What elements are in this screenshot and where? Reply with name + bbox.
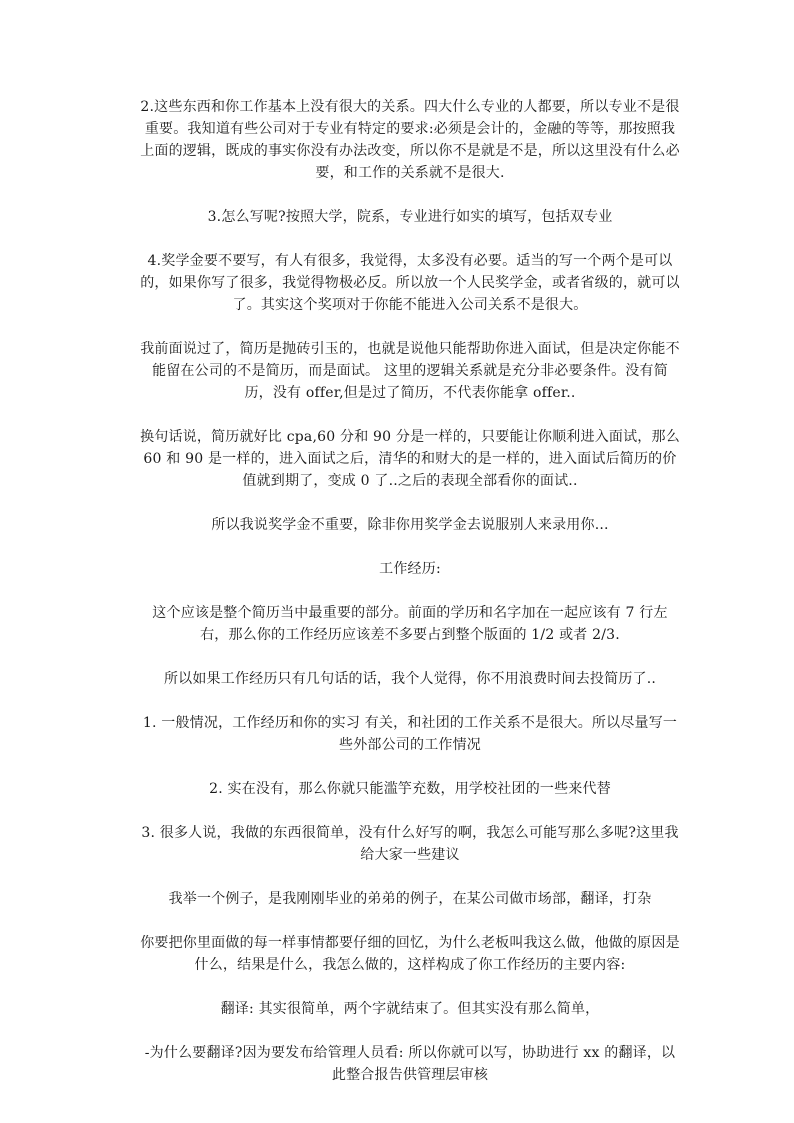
- paragraph-recall-details: 你要把你里面做的每一样事情都要仔细的回忆，为什么老板叫我这么做，他做的原因是什么，结果是什么，我怎么做的，这样构成了你工作经历的主要内容:: [140, 935, 680, 973]
- section-heading-work-experience: 工作经历:: [379, 561, 441, 577]
- paragraph-example: 我举一个例子，是我刚刚毕业的弟弟的例子，在某公司做市场部，翻译，打杂: [168, 891, 652, 907]
- list-item-general-case: 1. 一般情况，工作经历和你的实习 有关，和社团的工作关系不是很大。所以尽量写一些外部公司的工作情况: [142, 715, 678, 753]
- paragraph-how-to-write: 3.怎么写呢?按照大学，院系，专业进行如实的填写，包括双专业: [207, 209, 613, 225]
- paragraph-translation: 翻译: 其实很简单，两个字就结束了。但其实没有那么简单，: [220, 1001, 600, 1017]
- list-item-no-experience: 2. 实在没有，那么你就只能滥竽充数，用学校社团的一些来代替: [209, 781, 611, 797]
- paragraph-cpa-analogy: 换句话说，简历就好比 cpa,60 分和 90 分是一样的，只要能让你顺利进入面试，那么 60 和 90 是一样的，进入面试之后，清华的和财大的是一样的，进入面试后简历的价值就到期了，变成 0 了..之后的表现全部看你的面试..: [140, 429, 680, 489]
- paragraph-few-sentences: 所以如果工作经历只有几句话的话，我个人觉得，你不用浪费时间去投简历了..: [163, 671, 657, 687]
- paragraph-work-importance: 这个应该是整个简历当中最重要的部分。前面的学历和名字加在一起应该有 7 行左右，那么你的工作经历应该差不多要占到整个版面的 1/2 或者 2/3.: [152, 605, 668, 643]
- paragraph-scholarship-conclusion: 所以我说奖学金不重要，除非你用奖学金去说服别人来录用你...: [211, 517, 609, 533]
- paragraph-resume-vs-interview: 我前面说过了，简历是抛砖引玉的，也就是说他只能帮助你进入面试，但是决定你能不能留在公司的不是简历，而是面试。 这里的逻辑关系就是充分非必要条件。没有简历，没有 offer,但是过了简历，不代表你能拿 offer..: [140, 341, 680, 401]
- paragraph-why-translate: -为什么要翻译?因为要发布给管理人员看: 所以你就可以写，协助进行 xx 的翻译，以此整合报告供管理层审核: [144, 1045, 676, 1083]
- paragraph-scholarship: 4.奖学金要不要写，有人有很多，我觉得，太多没有必要。适当的写一个两个是可以的，如果你写了很多，我觉得物极必反。所以放一个人民奖学金，或者省级的，就可以了。其实这个奖项对于你能不能进入公司关系不是很大。: [140, 253, 680, 313]
- paragraph-major-relevance: 2.这些东西和你工作基本上没有很大的关系。四大什么专业的人都要，所以专业不是很重要。我知道有些公司对于专业有特定的要求:必须是会计的，金融的等等，那按照我上面的逻辑，既成的事实你没有办法改变，所以你不是就是不是，所以这里没有什么必要，和工作的关系就不是很大.: [140, 99, 680, 181]
- list-item-simple-work: 3. 很多人说，我做的东西很简单，没有什么好写的啊，我怎么可能写那么多呢?这里我给大家一些建议: [141, 825, 679, 863]
- document-body: [140, 96, 680, 1108]
